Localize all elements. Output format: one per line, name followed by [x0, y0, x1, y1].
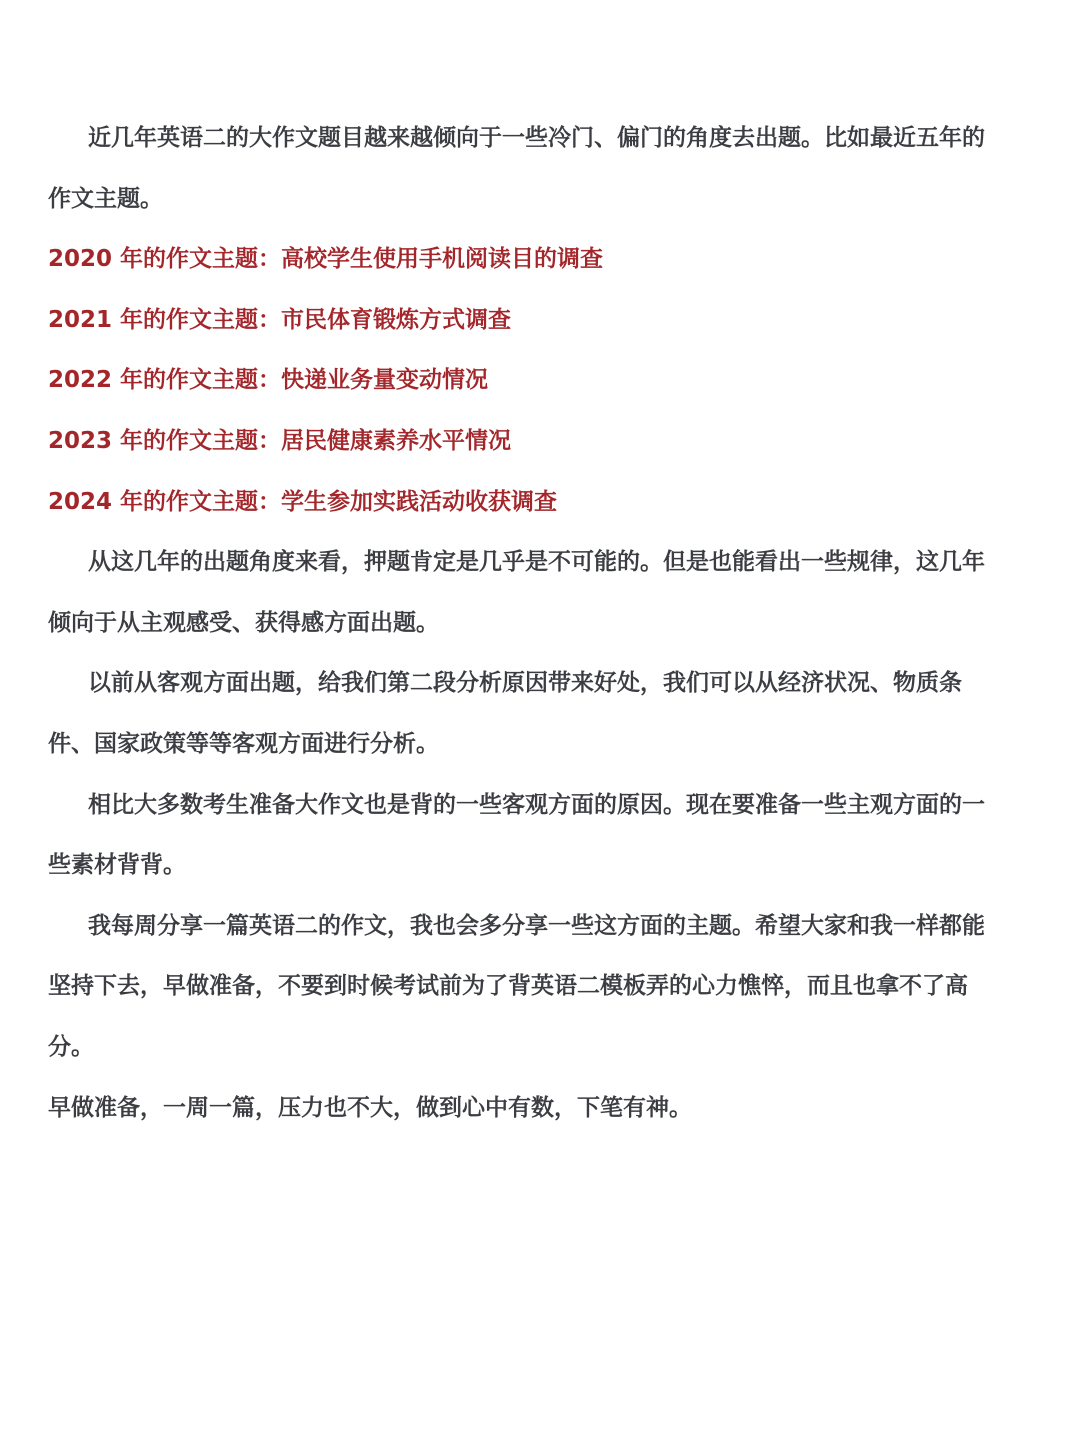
- topic-2022: 2022 年的作文主题：快递业务量变动情况: [48, 367, 489, 394]
- analysis-paragraph: 从这几年的出题角度来看，押题肯定是几乎是不可能的。但是也能看出一些规律，这几年倾向于从主观感受、获得感方面出题。: [48, 549, 985, 636]
- topic-2023: 2023 年的作文主题：居民健康素养水平情况: [48, 427, 512, 454]
- preparation-paragraph: 相比大多数考生准备大作文也是背的一些客观方面的原因。现在要准备一些主观方面的一些素材背背。: [48, 791, 985, 879]
- topic-2021: 2021 年的作文主题：市民体育锻炼方式调查: [48, 306, 512, 333]
- sharing-paragraph: 我每周分享一篇英语二的作文，我也会多分享一些这方面的主题。希望大家和我一样都能坚持下去，早做准备，不要到时候考试前为了背英语二模板弄的心力憔悴，而且也拿不了高分。: [48, 912, 985, 1060]
- topic-2024: 2024 年的作文主题：学生参加实践活动收获调查: [48, 488, 558, 515]
- article-body: [48, 108, 988, 1138]
- objective-paragraph: 以前从客观方面出题，给我们第二段分析原因带来好处，我们可以从经济状况、物质条件、国家政策等等客观方面进行分析。: [48, 670, 962, 757]
- topic-2020: 2020 年的作文主题：高校学生使用手机阅读目的调查: [48, 246, 604, 273]
- intro-paragraph: 近几年英语二的大作文题目越来越倾向于一些冷门、偏门的角度去出题。比如最近五年的作文主题。: [48, 125, 985, 212]
- closing-line: 早做准备，一周一篇，压力也不大，做到心中有数，下笔有神。: [48, 1094, 692, 1121]
